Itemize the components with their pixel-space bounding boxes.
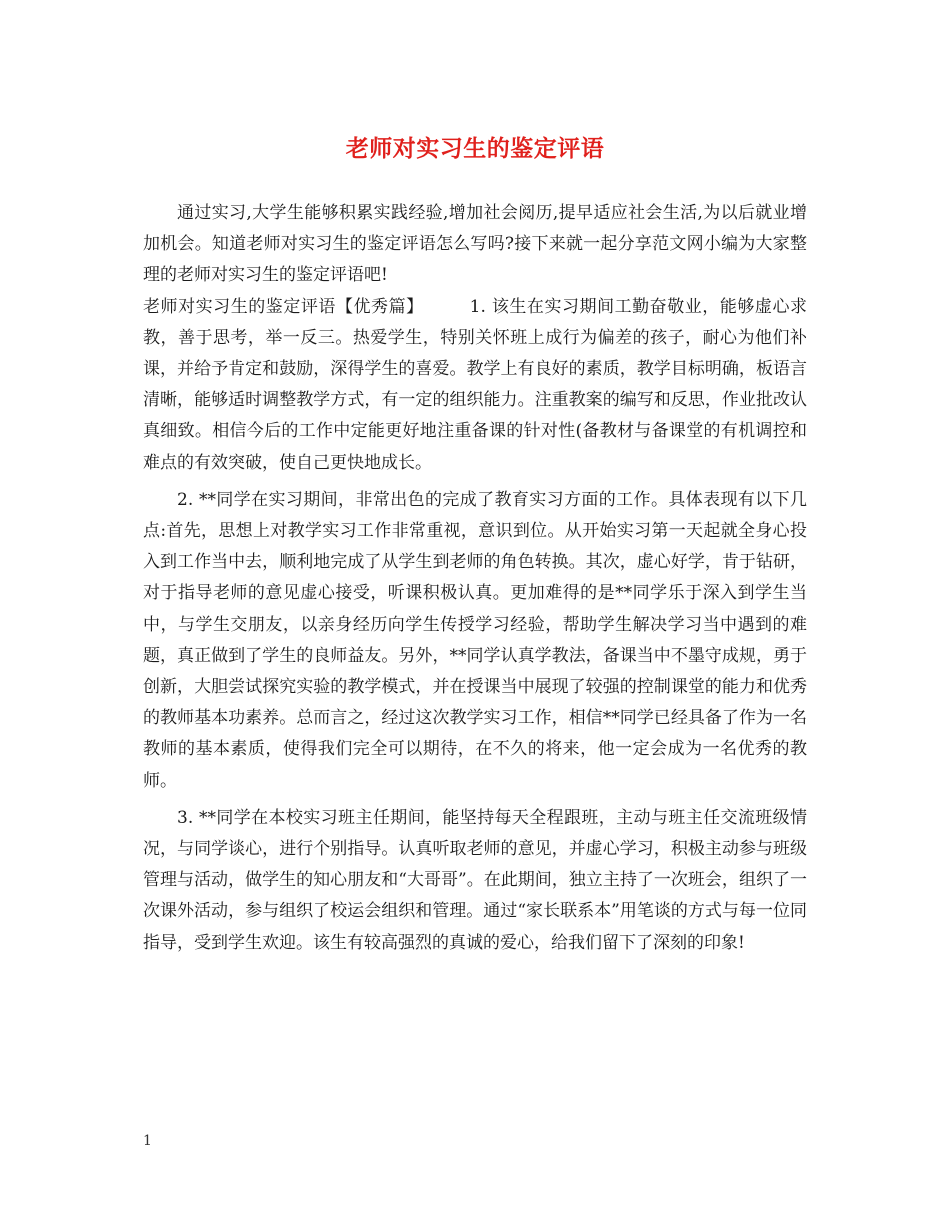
- document-body: [143, 198, 807, 959]
- document-title: 老师对实习生的鉴定评语: [345, 135, 605, 162]
- page-number: 1: [143, 1133, 152, 1149]
- section-paragraph: [143, 292, 807, 479]
- item-1-text: 1. 该生在实习期间工勤奋敬业，能够虚心求教，善于思考，举一反三。热爱学生，特别关怀班上成行为偏差的孩子，耐心为他们补课，并给予肯定和鼓励，深得学生的喜爱。教学上有良好的素质，教学目标明确，板语言清晰，能够适时调整教学方式，有一定的组织能力。注重教案的编写和反思，作业批改认真细致。相信今后的工作中定能更好地注重备课的针对性(备教材与备课堂的有机调控和难点的有效突破，使自己更快地成长。: [143, 296, 808, 473]
- item-3-paragraph: 3. **同学在本校实习班主任期间，能坚持每天全程跟班，主动与班主任交流班级情况，与同学谈心，进行个别指导。认真听取老师的意见，并虚心学习，积极主动参与班级管理与活动，做学生的知心朋友和“大哥哥”。在此期间，独立主持了一次班会，组织了一次课外活动，参与组织了校运会组织和管理。通过“家长联系本”用笔谈的方式与每一位同指导，受到学生欢迎。该生有较高强烈的真诚的爱心，给我们留下了深刻的印象!: [143, 807, 807, 953]
- intro-paragraph: 通过实习,大学生能够积累实践经验,增加社会阅历,提早适应社会生活,为以后就业增加机会。知道老师对实习生的鉴定评语怎么写吗?接下来就一起分享范文网小编为大家整理的老师对实习生的鉴定评语吧!: [143, 203, 807, 286]
- item-2-paragraph: 2. **同学在实习期间，非常出色的完成了教育实习方面的工作。具体表现有以下几点:首先，思想上对教学实习工作非常重视，意识到位。从开始实习第一天起就全身心投入到工作当中去，顺利地完成了从学生到老师的角色转换。其次，虚心好学，肯于钻研，对于指导老师的意见虚心接受，听课积极认真。更加难得的是**同学乐于深入到学生当中，与学生交朋友，以亲身经历向学生传授学习经验，帮助学生解决学习当中遇到的难题，真正做到了学生的良师益友。另外，**同学认真学教法，备课当中不墨守成规，勇于创新，大胆尝试探究实验的教学模式，并在授课当中展现了较强的控制课堂的能力和优秀的教师基本功素养。总而言之，经过这次教学实习工作，相信**同学已经具备了作为一名教师的基本素质，使得我们完全可以期待，在不久的将来，他一定会成为一名优秀的教师。: [143, 489, 807, 791]
- section-heading: 老师对实习生的鉴定评语【优秀篇】: [143, 296, 424, 317]
